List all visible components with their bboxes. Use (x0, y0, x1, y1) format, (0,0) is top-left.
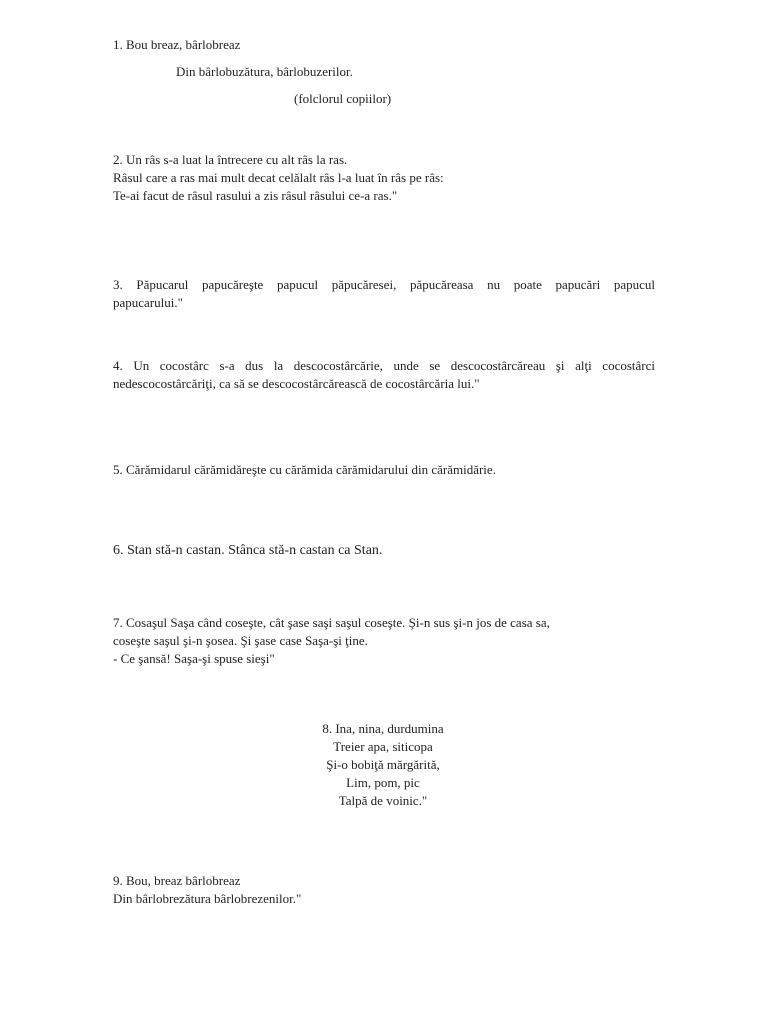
item-4-line-1: 4. Un cocostârc s-a dus la descocostârcărie, unde se descocostârcăreau şi alţi cocostârci (113, 358, 655, 373)
item-7-line-2: coseşte saşul şi-n şosea. Şi şase case Saşa-şi ţine. (113, 633, 368, 648)
item-8-poem (260, 720, 506, 810)
item-1-line-2: Din bârlobuzătura, bârlobuzerilor. (176, 64, 353, 79)
item-8-line-2: Treier apa, siticopa (333, 739, 433, 754)
item-8-line-3: Şi-o bobiţă mărgărită, (326, 757, 440, 772)
item-1-line-1: 1. Bou breaz, bârlobreaz (113, 37, 241, 52)
item-8-line-1: 8. Ina, nina, durdumina (322, 721, 444, 736)
item-3-paragraph (113, 276, 655, 312)
item-7-line-3: - Ce şansă! Saşa-şi spuse sieşi" (113, 651, 275, 666)
item-3-line-2: papucarului." (113, 295, 183, 310)
item-5-line-1: 5. Cărămidarul cărămidăreşte cu cărămida cărămidarului din cărămidărie. (113, 462, 496, 477)
item-1-source: (folclorul copiilor) (294, 91, 392, 106)
item-2-line-3: Te-ai facut de râsul rasului a zis râsul râsului ce-a ras." (113, 188, 398, 203)
item-8-line-4: Lim, pom, pic (346, 775, 420, 790)
item-4-paragraph (113, 357, 655, 393)
item-2-line-1: 2. Un râs s-a luat la întrecere cu alt râs la ras. (113, 152, 348, 167)
item-6-line-1: 6. Stan stă-n castan. Stânca stă-n castan ca Stan. (113, 543, 383, 558)
item-3-line-1: 3. Păpucarul papucăreşte papucul păpucăresei, păpucăreasa nu poate papucări papucul (113, 277, 655, 292)
item-9-line-1: 9. Bou, breaz bârlobreaz (113, 873, 241, 888)
item-8-line-5: Talpă de voinic." (338, 793, 428, 808)
item-9-line-2: Din bârlobrezătura bârlobrezenilor." (113, 891, 302, 906)
item-2-line-2: Râsul care a ras mai mult decat celălalt râs l-a luat în râs pe râs: (113, 170, 444, 185)
item-4-line-2: nedescocostârcăriţi, ca să se descocostârcărească de cocostârcăria lui." (113, 376, 480, 391)
item-7-line-1: 7. Cosaşul Saşa când coseşte, cât şase saşi saşul coseşte. Şi-n sus şi-n jos de casa sa, (113, 615, 550, 630)
